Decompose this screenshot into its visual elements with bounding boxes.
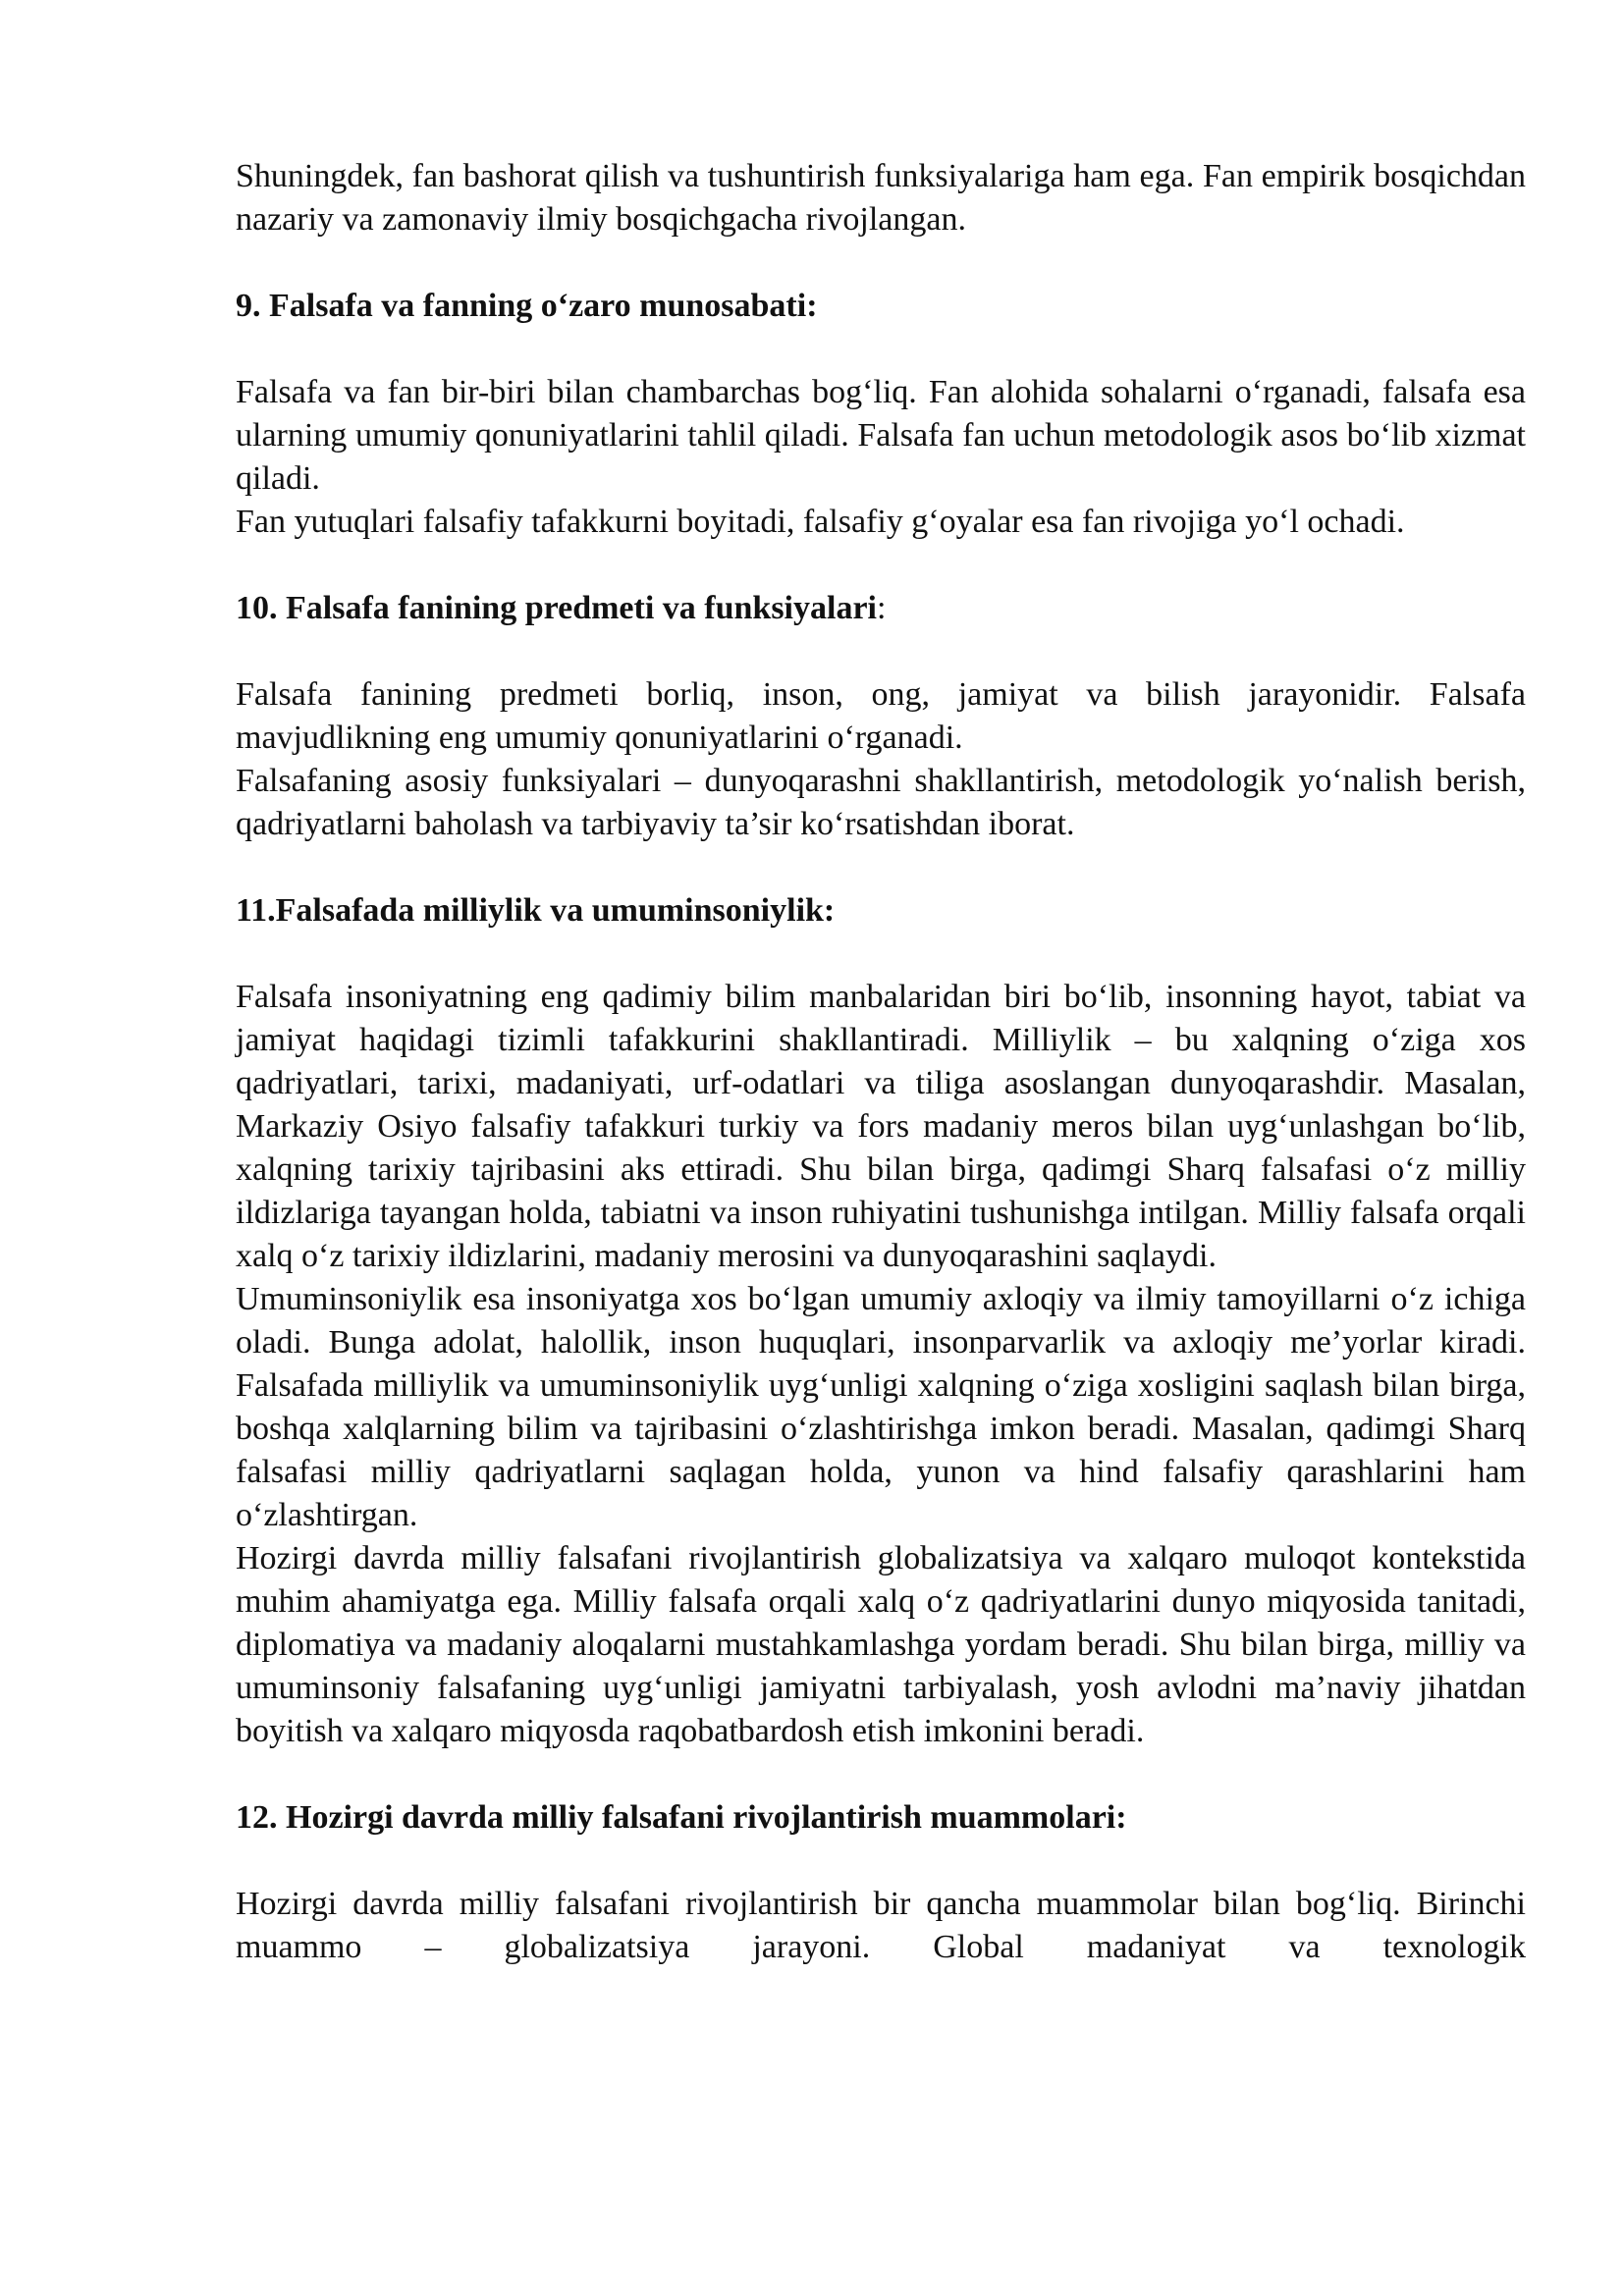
body-paragraph: Falsafa fanining predmeti borliq, inson, ong, jamiyat va bilish jarayonidir. Falsafa mavjudlikning eng umumiy qonuniyatlarini o‘rganadi. bbox=[236, 676, 1526, 756]
paragraph-spacer bbox=[236, 1753, 1526, 1796]
document-page bbox=[236, 155, 1526, 1969]
section-heading-text: 12. Hozirgi davrda milliy falsafani rivojlantirish muammolari: bbox=[236, 1799, 1127, 1836]
section-heading-text: 11.Falsafada milliylik va umuminsoniylik: bbox=[236, 892, 836, 929]
section-heading-text: 10. Falsafa fanining predmeti va funksiyalari bbox=[236, 590, 877, 626]
body-paragraph: Falsafa va fan bir-biri bilan chambarchas bog‘liq. Fan alohida sohalarni o‘rganadi, falsafa esa ularning umumiy qonuniyatlarini tahlil qiladi. Falsafa fan uchun metodologik asos bo‘lib xizmat qiladi. bbox=[236, 374, 1526, 497]
body-paragraph: Hozirgi davrda milliy falsafani rivojlantirish globalizatsiya va xalqaro muloqot kontekstida muhim ahamiyatga ega. Milliy falsafa orqali xalq o‘z qadriyatlarini dunyo miqyosida tanitadi, diplomatiya va madaniy aloqalarni mustahkamlashga yordam beradi. Shu bilan birga, milliy va umuminsoniy falsafaning uyg‘unligi jamiyatni tarbiyalash, yosh avlodni ma’naviy jihatdan boyitish va xalqaro miqyosda raqobatbardosh etish imkonini beradi. bbox=[236, 1540, 1526, 1749]
paragraph-spacer bbox=[236, 1840, 1526, 1883]
section-heading-colon: : bbox=[877, 590, 887, 626]
paragraph-spacer bbox=[236, 241, 1526, 285]
body-paragraph: Falsafa insoniyatning eng qadimiy bilim manbalaridan biri bo‘lib, insonning hayot, tabiat va jamiyat haqidagi tizimli tafakkurini shakllantiradi. Milliylik – bu xalqning o‘ziga xos qadriyatlari, tarixi, madaniyati, urf-odatlari va tiliga asoslangan dunyoqarashdir. Masalan, Markaziy Osiyo falsafiy tafakkuri turkiy va fors madaniy meros bilan uyg‘unlashgan bo‘lib, xalqning tarixiy tajribasini aks ettiradi. Shu bilan birga, qadimgi Sharq falsafasi o‘z milliy ildizlariga tayangan holda, tabiatni va inson ruhiyatini tushunishga intilgan. Milliy falsafa orqali xalq o‘z tarixiy ildizlarini, madaniy merosini va dunyoqarashini saqlaydi. bbox=[236, 979, 1526, 1274]
section-heading bbox=[236, 587, 1526, 630]
body-paragraph: Hozirgi davrda milliy falsafani rivojlantirish bir qancha muammolar bilan bog‘liq. Birinchi muammo – globalizatsiya jarayoni. Global madaniyat va texnologik bbox=[236, 1886, 1526, 1965]
section-heading-text: 9. Falsafa va fanning o‘zaro munosabati: bbox=[236, 288, 818, 324]
section-heading bbox=[236, 889, 1526, 933]
paragraph-spacer bbox=[236, 630, 1526, 673]
paragraph-spacer bbox=[236, 328, 1526, 371]
section-heading bbox=[236, 1796, 1526, 1840]
paragraph-spacer bbox=[236, 846, 1526, 889]
paragraph-spacer bbox=[236, 933, 1526, 976]
body-paragraph: Shuningdek, fan bashorat qilish va tushuntirish funksiyalariga ham ega. Fan empirik bosqichdan nazariy va zamonaviy ilmiy bosqichgacha rivojlangan. bbox=[236, 158, 1526, 238]
paragraph-spacer bbox=[236, 544, 1526, 587]
body-paragraph: Umuminsoniylik esa insoniyatga xos bo‘lgan umumiy axloqiy va ilmiy tamoyillarni o‘z ichiga oladi. Bunga adolat, halollik, inson huquqlari, insonparvarlik va axloqiy me’yorlar kiradi. Falsafada milliylik va umuminsoniylik uyg‘unligi xalqning o‘ziga xosligini saqlash bilan birga, boshqa xalqlarning bilim va tajribasini o‘zlashtirishga imkon beradi. Masalan, qadimgi Sharq falsafasi milliy qadriyatlarni saqlagan holda, yunon va hind falsafiy qarashlarini ham o‘zlashtirgan. bbox=[236, 1281, 1526, 1533]
body-paragraph: Falsafaning asosiy funksiyalari – dunyoqarashni shakllantirish, metodologik yo‘nalish berish, qadriyatlarni baholash va tarbiyaviy ta’sir ko‘rsatishdan iborat. bbox=[236, 763, 1526, 842]
section-heading bbox=[236, 285, 1526, 328]
body-paragraph: Fan yutuqlari falsafiy tafakkurni boyitadi, falsafiy g‘oyalar esa fan rivojiga yo‘l ochadi. bbox=[236, 504, 1405, 540]
